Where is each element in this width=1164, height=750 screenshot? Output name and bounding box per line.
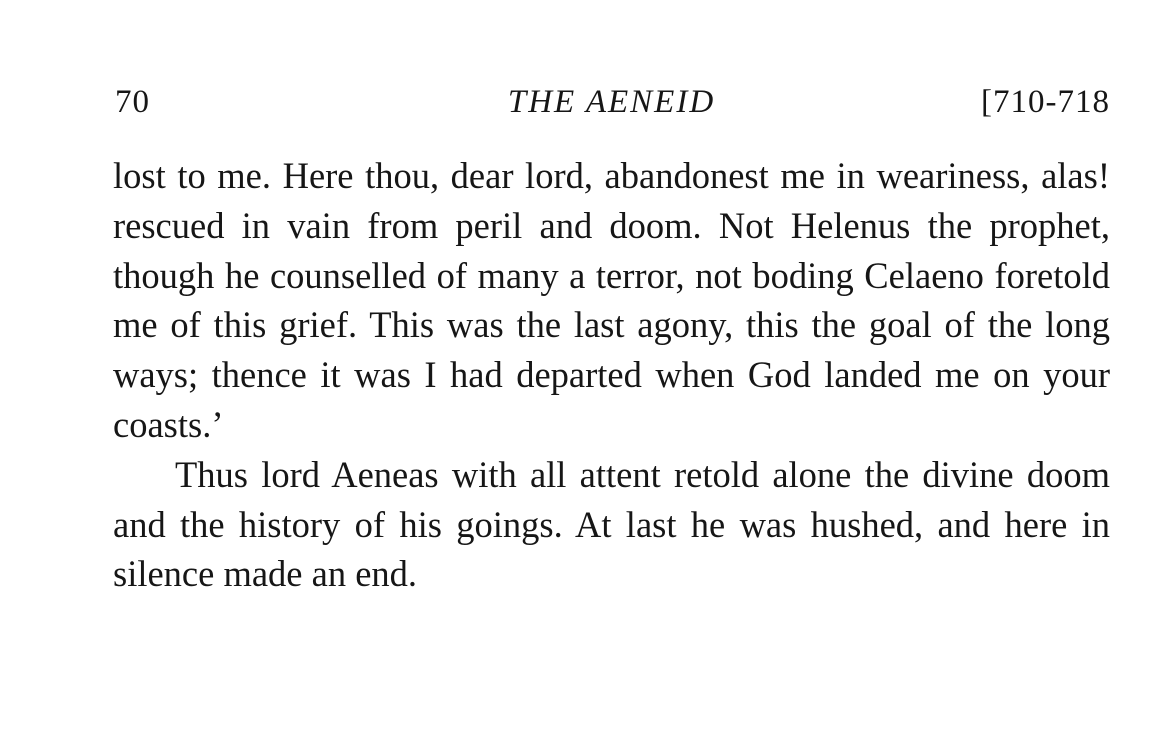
paragraph-1: lost to me. Here thou, dear lord, abandonest me in weariness, alas! rescued in vain from peril and doom. Not Helenus the prophet, though he counselled of many a terror, not boding Celaeno foretold me of this grief. This was the last agony, this the goal of the long ways; thence it was I had departed when God landed me on your coasts.’ (113, 155, 1110, 445)
paragraph-2: Thus lord Aeneas with all attent retold alone the divine doom and the history of his goings. At last he was hushed, and here in silence made an end. (113, 453, 1110, 595)
running-header (113, 76, 1110, 122)
line-range: [710-718 (981, 84, 1110, 120)
book-title: THE AENEID (507, 84, 716, 120)
page-number: 70 (115, 84, 150, 120)
body-text (113, 151, 1110, 599)
book-page (113, 76, 1110, 599)
